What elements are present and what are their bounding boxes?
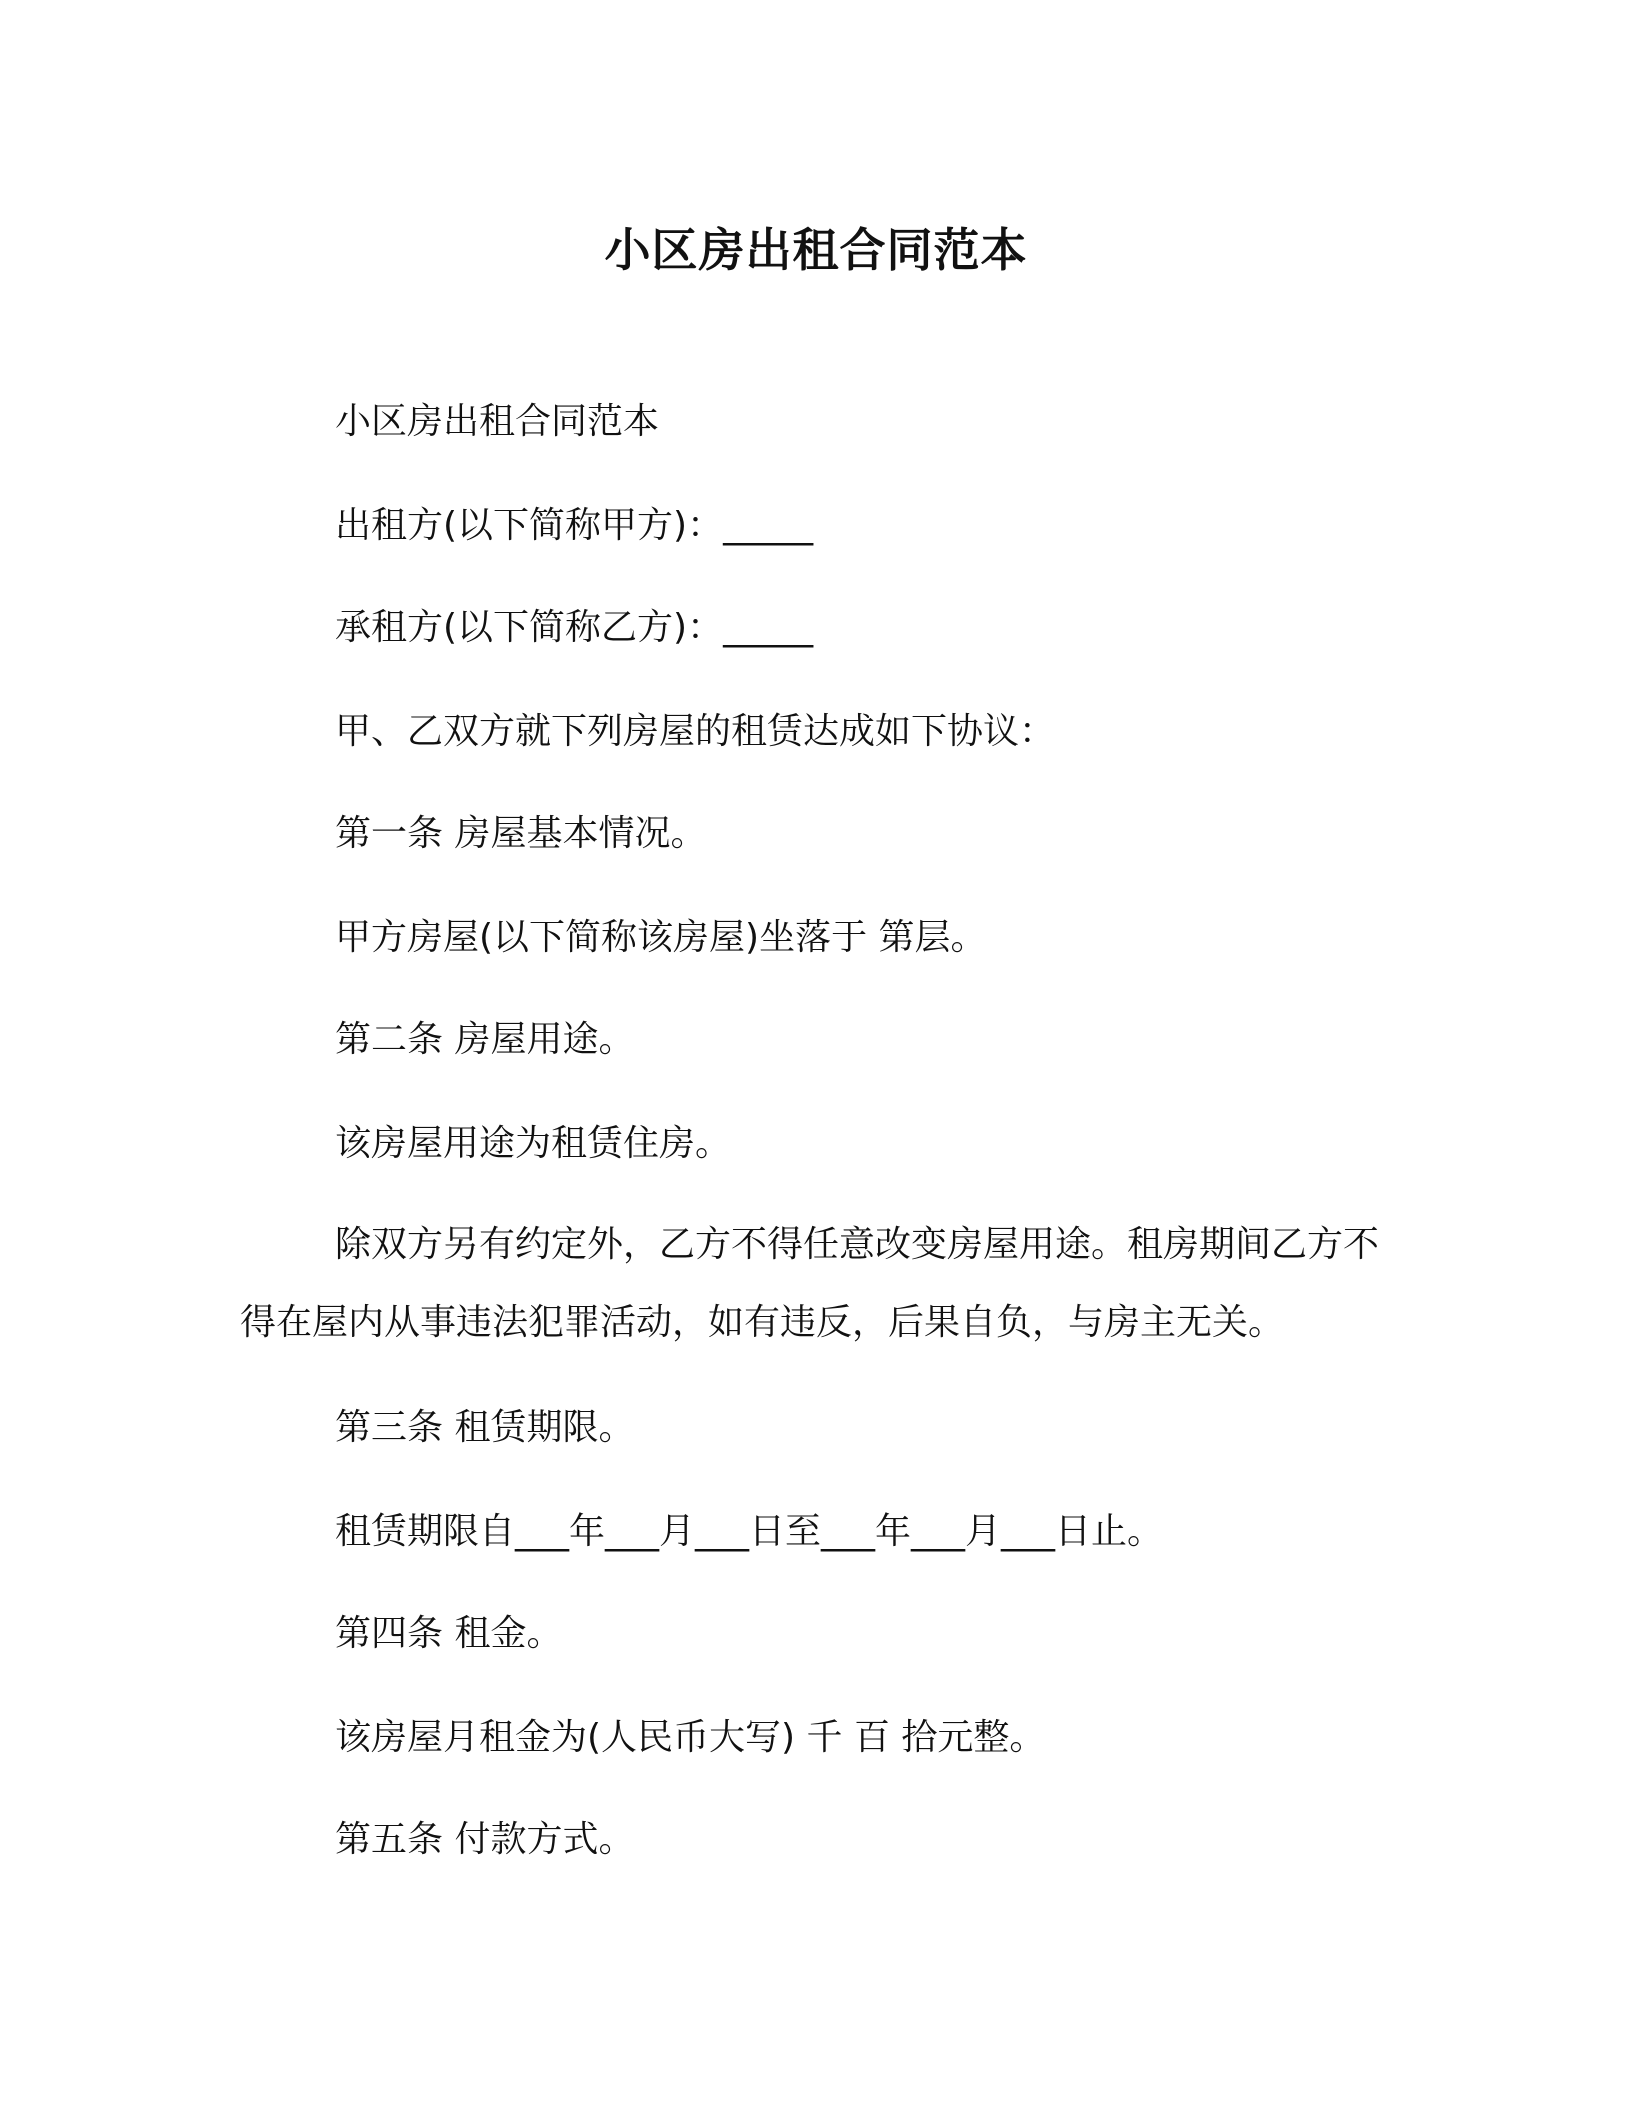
paragraph-article-2-heading: 第二条 房屋用途。 xyxy=(335,1019,635,1060)
paragraph-article-3-body: 租赁期限自___年___月___日至___年___月___日止。 xyxy=(335,1511,1164,1552)
paragraph-subtitle: 小区房出租合同范本 xyxy=(335,401,660,442)
paragraph-article-5-heading: 第五条 付款方式。 xyxy=(335,1819,635,1860)
paragraph-article-1-body: 甲方房屋(以下简称该房屋)坐落于 第层。 xyxy=(335,917,987,958)
paragraph-lessor: 出租方(以下简称甲方)：_____ xyxy=(335,505,814,546)
document-title: 小区房出租合同范本 xyxy=(604,223,1028,277)
paragraph-lessee: 承租方(以下简称乙方)：_____ xyxy=(335,607,814,648)
paragraph-article-4-heading: 第四条 租金。 xyxy=(335,1613,563,1654)
paragraph-article-1-heading: 第一条 房屋基本情况。 xyxy=(335,813,707,854)
paragraph-agreement-intro: 甲、乙双方就下列房屋的租赁达成如下协议： xyxy=(335,711,1056,752)
paragraph-article-2-restriction: 除双方另有约定外，乙方不得任意改变房屋用途。租房期间乙方不得在屋内从事违法犯罪活动，如有违反，后果自负，与房主无关。 xyxy=(240,1224,1380,1343)
paragraph-article-3-heading: 第三条 租赁期限。 xyxy=(335,1407,635,1448)
paragraph-article-4-body: 该房屋月租金为(人民币大写) 千 百 拾元整。 xyxy=(335,1717,1046,1758)
paragraph-article-2-body: 该房屋用途为租赁住房。 xyxy=(335,1123,732,1164)
